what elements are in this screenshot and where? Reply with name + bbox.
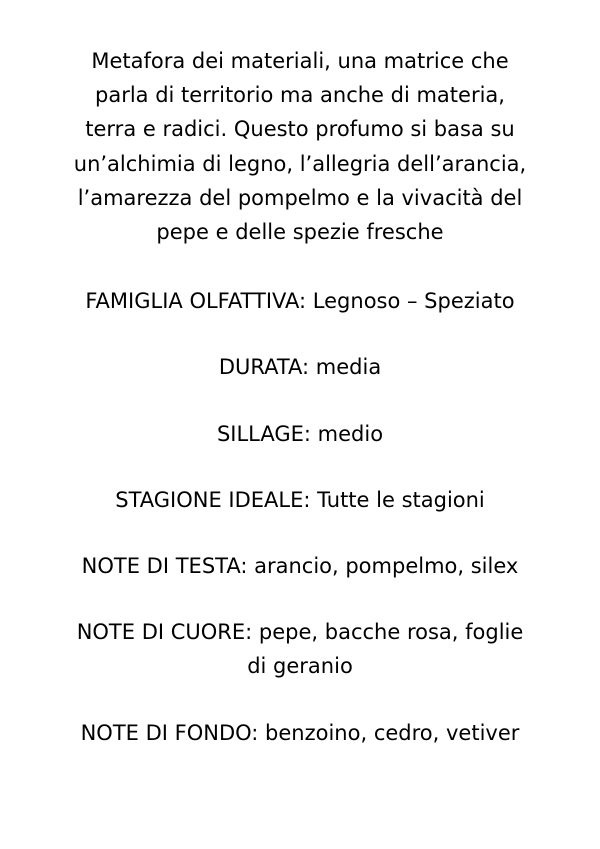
intro-line: terra e radici. Questo profumo si basa su xyxy=(85,117,515,142)
intro-line: l’amarezza del pompelmo e la vivacità del xyxy=(77,185,523,210)
ideal-season: STAGIONE IDEALE: Tutte le stagioni xyxy=(115,487,485,512)
intro-line: parla di territorio ma anche di materia, xyxy=(95,83,505,108)
top-notes: NOTE DI TESTA: arancio, pompelmo, silex xyxy=(81,554,519,579)
heart-notes xyxy=(40,615,560,683)
olfactory-family: FAMIGLIA OLFATTIVA: Legnoso – Speziato xyxy=(85,289,515,314)
duration: DURATA: media xyxy=(218,355,382,380)
intro-line: un’alchimia di legno, l’allegria dell’arancia, xyxy=(73,151,527,176)
intro-line: Metafora dei materiali, una matrice che xyxy=(91,49,509,73)
heart-notes-line: di geranio xyxy=(247,654,353,679)
intro-line: pepe e delle spezie fresche xyxy=(156,220,444,245)
heart-notes-line: NOTE DI CUORE: pepe, bacche rosa, foglie xyxy=(76,620,524,645)
intro-paragraph xyxy=(60,44,540,249)
sillage: SILLAGE: medio xyxy=(216,421,384,446)
base-notes: NOTE DI FONDO: benzoino, cedro, vetiver xyxy=(80,720,520,745)
